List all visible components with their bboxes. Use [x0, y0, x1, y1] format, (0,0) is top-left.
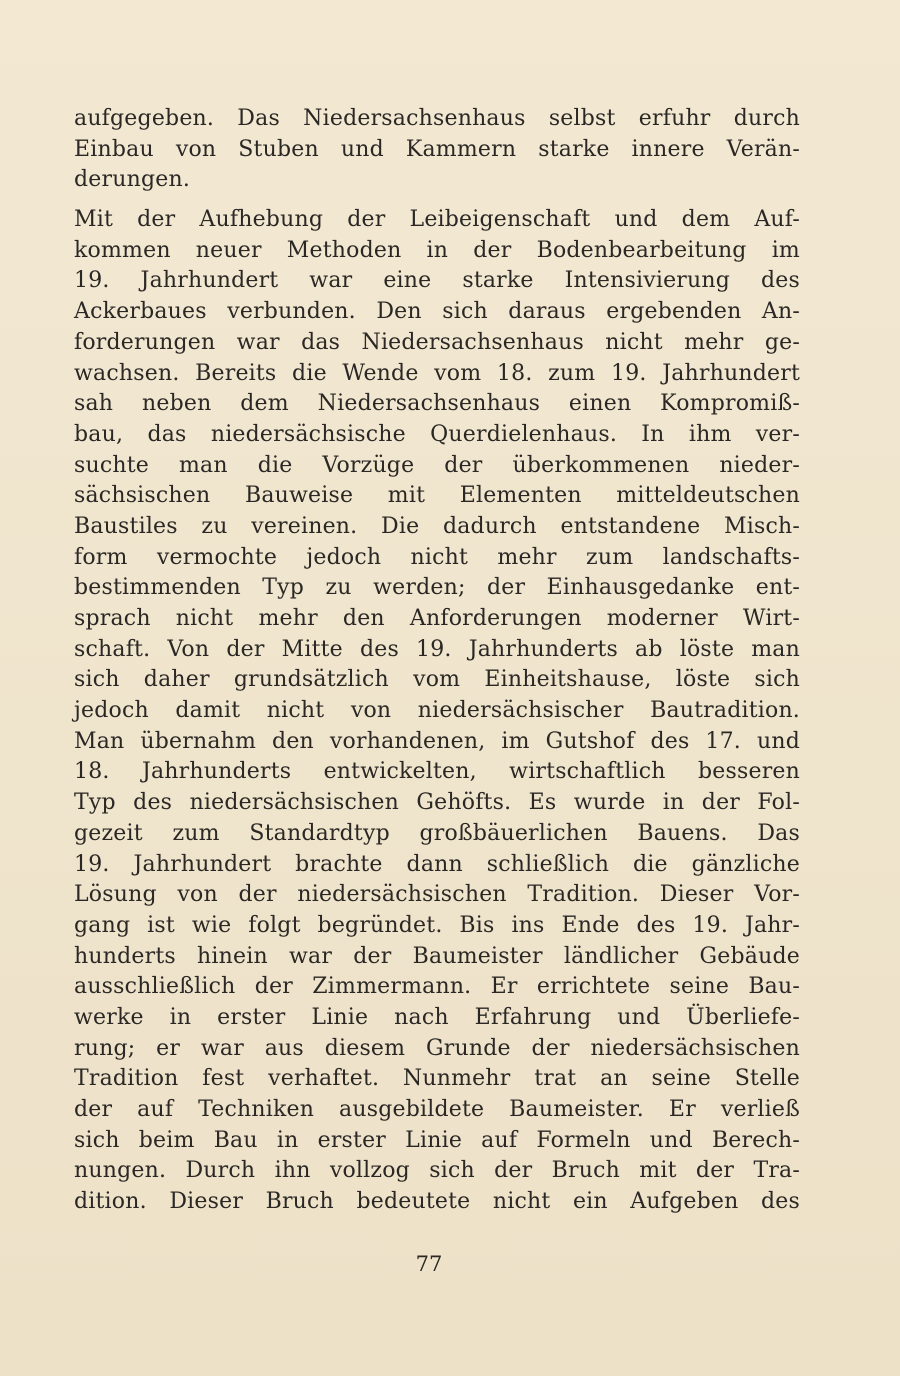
text-line: hunderts hinein war der Baumeister ländlicher Gebäude: [74, 943, 800, 969]
text-line: werke in erster Linie nach Erfahrung und Überliefe-: [74, 1004, 800, 1030]
text-line: kommen neuer Methoden in der Bodenbearbeitung im: [74, 237, 800, 263]
body-text: [74, 104, 800, 1248]
text-line: sächsischen Bauweise mit Elementen mitteldeutschen: [74, 483, 800, 509]
text-line: Baustiles zu vereinen. Die dadurch entstandene Misch-: [74, 513, 800, 539]
text-line: jedoch damit nicht von niedersächsischer Bautradition.: [74, 698, 800, 724]
text-line: nungen. Durch ihn vollzog sich der Bruch mit der Tra-: [74, 1158, 800, 1184]
text-line: gang ist wie folgt begründet. Bis ins Ende des 19. Jahr-: [74, 912, 800, 938]
text-line: wachsen. Bereits die Wende vom 18. zum 19. Jahrhundert: [74, 360, 800, 386]
text-line: sah neben dem Niedersachsenhaus einen Kompromiß-: [74, 391, 800, 417]
text-line: Ackerbaues verbunden. Den sich daraus ergebenden An-: [74, 299, 800, 325]
text-line: sprach nicht mehr den Anforderungen moderner Wirt-: [74, 606, 800, 631]
text-line: Typ des niedersächsischen Gehöfts. Es wurde in der Fol-: [74, 790, 800, 816]
text-line: derungen.: [74, 167, 191, 193]
text-line: bau, das niedersächsische Querdielenhaus. In ihm ver-: [74, 421, 800, 447]
text-line: Einbau von Stuben und Kammern starke innere Verän-: [74, 136, 800, 162]
text-line: Tradition fest verhaftet. Nunmehr trat an seine Stelle: [74, 1066, 800, 1092]
text-line: ausschließlich der Zimmermann. Er errichtete seine Bau-: [74, 974, 800, 1000]
text-line: sich daher grundsätzlich vom Einheitshause, löste sich: [74, 667, 800, 693]
text-line: gezeit zum Standardtyp großbäuerlichen Bauens. Das: [74, 820, 800, 846]
text-line: bestimmenden Typ zu werden; der Einhausgedanke ent-: [74, 575, 800, 601]
text-line: Lösung von der niedersächsischen Tradition. Dieser Vor-: [74, 882, 800, 908]
text-line: 19. Jahrhundert war eine starke Intensivierung des: [74, 268, 800, 294]
text-line: dition. Dieser Bruch bedeutete nicht ein Aufgeben des: [74, 1189, 800, 1215]
text-line: sich beim Bau in erster Linie auf Formeln und Berech-: [74, 1127, 800, 1153]
page-number: 77: [415, 1252, 443, 1276]
text-line: der auf Techniken ausgebildete Baumeister. Er verließ: [74, 1097, 800, 1122]
text-line: suchte man die Vorzüge der überkommenen nieder-: [74, 452, 800, 478]
text-line: Man übernahm den vorhandenen, im Gutshof des 17. und: [74, 728, 800, 754]
text-line: 19. Jahrhundert brachte dann schließlich die gänzliche: [74, 851, 800, 877]
text-line: Mit der Aufhebung der Leibeigenschaft und dem Auf-: [74, 207, 800, 233]
text-line: forderungen war das Niedersachsenhaus nicht mehr ge-: [74, 329, 800, 355]
text-line: aufgegeben. Das Niedersachsenhaus selbst erfuhr durch: [74, 106, 800, 131]
text-line: 18. Jahrhunderts entwickelten, wirtschaftlich besseren: [74, 759, 800, 785]
text-line: rung; er war aus diesem Grunde der niedersächsischen: [74, 1035, 800, 1061]
paragraph-2: [74, 205, 800, 1248]
text-line: form vermochte jedoch nicht mehr zum landschafts-: [74, 544, 800, 570]
text-line: [74, 1218, 800, 1249]
text-line: schaft. Von der Mitte des 19. Jahrhunderts ab löste man: [74, 636, 800, 662]
paragraph-1: [74, 104, 800, 196]
